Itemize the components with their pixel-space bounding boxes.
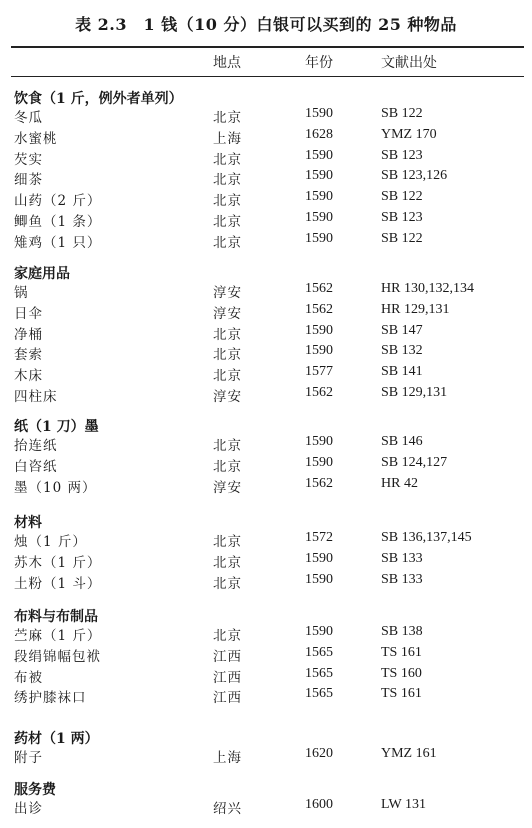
table-row [0,686,532,706]
item-name: 烛（1 斤） [14,534,87,550]
table-row [0,364,532,384]
table-row [0,551,532,571]
place-cell: 北京 [213,628,242,644]
item-name: 锅 [14,285,29,301]
section-heading: 服务费 [14,782,56,798]
year-cell: 1562 [305,301,333,317]
place-cell: 北京 [213,172,242,189]
section-heading: 药材（1 两） [14,731,99,747]
item-name: 芡实 [14,151,43,168]
table-row [0,343,532,363]
year-cell: 1590 [305,571,333,587]
place-cell: 北京 [213,151,242,168]
source-cell: YMZ 170 [381,126,437,142]
table-row [0,148,532,168]
year-cell: 1572 [305,530,333,545]
item-name: 布被 [14,669,43,686]
table-row [0,127,532,147]
source-cell: SB 132 [381,343,423,359]
place-cell: 北京 [213,458,242,475]
place-cell: 淳安 [213,479,242,496]
top-rule [11,46,524,48]
place-cell: 淳安 [213,389,242,405]
table-row [0,231,532,251]
item-name: 苏木（1 斤） [14,554,102,571]
place-cell: 北京 [213,110,242,126]
header-source: 文献出处 [381,55,437,71]
item-name: 木床 [14,368,43,385]
table-row [0,323,532,343]
place-cell: 北京 [213,214,242,230]
place-cell: 北京 [213,438,242,454]
table-title: 表 2.3 1 钱（10 分）白银可以买到的 25 种物品 [75,15,457,34]
item-name: 土粉（1 斗） [14,575,102,592]
source-cell: SB 146 [381,434,423,449]
place-cell: 北京 [213,534,242,550]
year-cell: 1562 [305,281,333,296]
section-heading: 布料与布制品 [14,609,98,625]
year-cell: 1577 [305,364,333,380]
year-cell: 1590 [305,454,333,470]
year-cell: 1590 [305,230,333,246]
table-row [0,797,532,817]
table-row [0,530,532,550]
table-row [0,624,532,644]
year-cell: 1628 [305,126,333,142]
year-cell: 1590 [305,322,333,338]
table-row [0,666,532,686]
item-name: 雉鸡（1 只） [14,234,102,251]
item-name: 冬瓜 [14,110,43,126]
year-cell: 1565 [305,686,333,702]
place-cell: 北京 [213,326,242,343]
place-cell: 北京 [213,575,242,592]
source-cell: YMZ 161 [381,746,437,761]
source-cell: SB 136,137,145 [381,530,472,545]
source-cell: TS 161 [381,686,422,702]
year-cell: 1590 [305,189,333,205]
source-cell: SB 123 [381,210,423,225]
source-cell: LW 131 [381,797,426,812]
source-cell: SB 124,127 [381,454,448,470]
source-cell: SB 123,126 [381,168,448,184]
source-cell: SB 133 [381,571,423,587]
item-name: 苎麻（1 斤） [14,628,102,644]
item-name: 日伞 [14,305,43,322]
source-cell: SB 122 [381,230,423,246]
year-cell: 1590 [305,210,333,225]
header-place: 地点 [213,55,241,71]
section-heading: 纸（1 刀）墨 [14,419,99,435]
item-name: 净桶 [14,326,43,343]
place-cell: 江西 [213,690,242,707]
source-cell: SB 123 [381,147,423,163]
section-heading: 材料 [14,515,42,531]
year-cell: 1590 [305,550,333,566]
year-cell: 1590 [305,343,333,359]
place-cell: 上海 [213,130,242,147]
table-row [0,302,532,322]
year-cell: 1590 [305,106,333,121]
year-cell: 1590 [305,168,333,184]
year-cell: 1562 [305,475,333,491]
item-name: 段绢锦幅包袱 [14,648,101,665]
item-name: 水蜜桃 [14,130,58,147]
source-cell: TS 161 [381,644,422,660]
table-row [0,746,532,766]
year-cell: 1590 [305,624,333,639]
table-row [0,281,532,301]
year-cell: 1620 [305,746,333,761]
section-heading: 家庭用品 [14,266,70,282]
table-row [0,476,532,496]
source-cell: SB 122 [381,106,423,121]
header-rule [11,76,524,77]
section-heading: 饮食（1 斤，例外者单列） [14,91,183,107]
source-cell: SB 141 [381,364,423,380]
place-cell: 北京 [213,347,242,364]
year-cell: 1562 [305,385,333,400]
item-name: 附子 [14,750,43,766]
table-row [0,572,532,592]
source-cell: SB 122 [381,189,423,205]
source-cell: HR 130,132,134 [381,281,474,296]
item-name: 四柱床 [14,389,58,405]
item-name: 墨（10 两） [14,479,97,496]
year-cell: 1565 [305,665,333,681]
year-cell: 1565 [305,644,333,660]
item-name: 绣护膝袜口 [14,690,87,707]
place-cell: 北京 [213,368,242,385]
place-cell: 江西 [213,648,242,665]
place-cell: 绍兴 [213,801,242,817]
item-name: 抬连纸 [14,438,58,454]
table-row [0,385,532,405]
source-cell: SB 138 [381,624,423,639]
table-row [0,210,532,230]
item-name: 出诊 [14,801,43,817]
source-cell: HR 129,131 [381,301,450,317]
source-cell: SB 129,131 [381,385,448,400]
table-row [0,168,532,188]
year-cell: 1590 [305,147,333,163]
item-name: 山药（2 斤） [14,193,102,210]
place-cell: 淳安 [213,285,242,301]
table-row [0,189,532,209]
place-cell: 北京 [213,193,242,210]
place-cell: 上海 [213,750,242,766]
table-row [0,455,532,475]
item-name: 套索 [14,347,43,364]
item-name: 白咨纸 [14,458,58,475]
place-cell: 江西 [213,669,242,686]
table-row [0,106,532,126]
item-name: 鲫鱼（1 条） [14,214,102,230]
source-cell: SB 147 [381,322,423,338]
place-cell: 北京 [213,234,242,251]
year-cell: 1600 [305,797,333,812]
source-cell: SB 133 [381,550,423,566]
header-year: 年份 [305,55,333,71]
item-name: 细茶 [14,172,43,189]
place-cell: 北京 [213,554,242,571]
source-cell: TS 160 [381,665,422,681]
year-cell: 1590 [305,434,333,449]
table-row [0,645,532,665]
source-cell: HR 42 [381,475,418,491]
place-cell: 淳安 [213,305,242,322]
table-row [0,434,532,454]
